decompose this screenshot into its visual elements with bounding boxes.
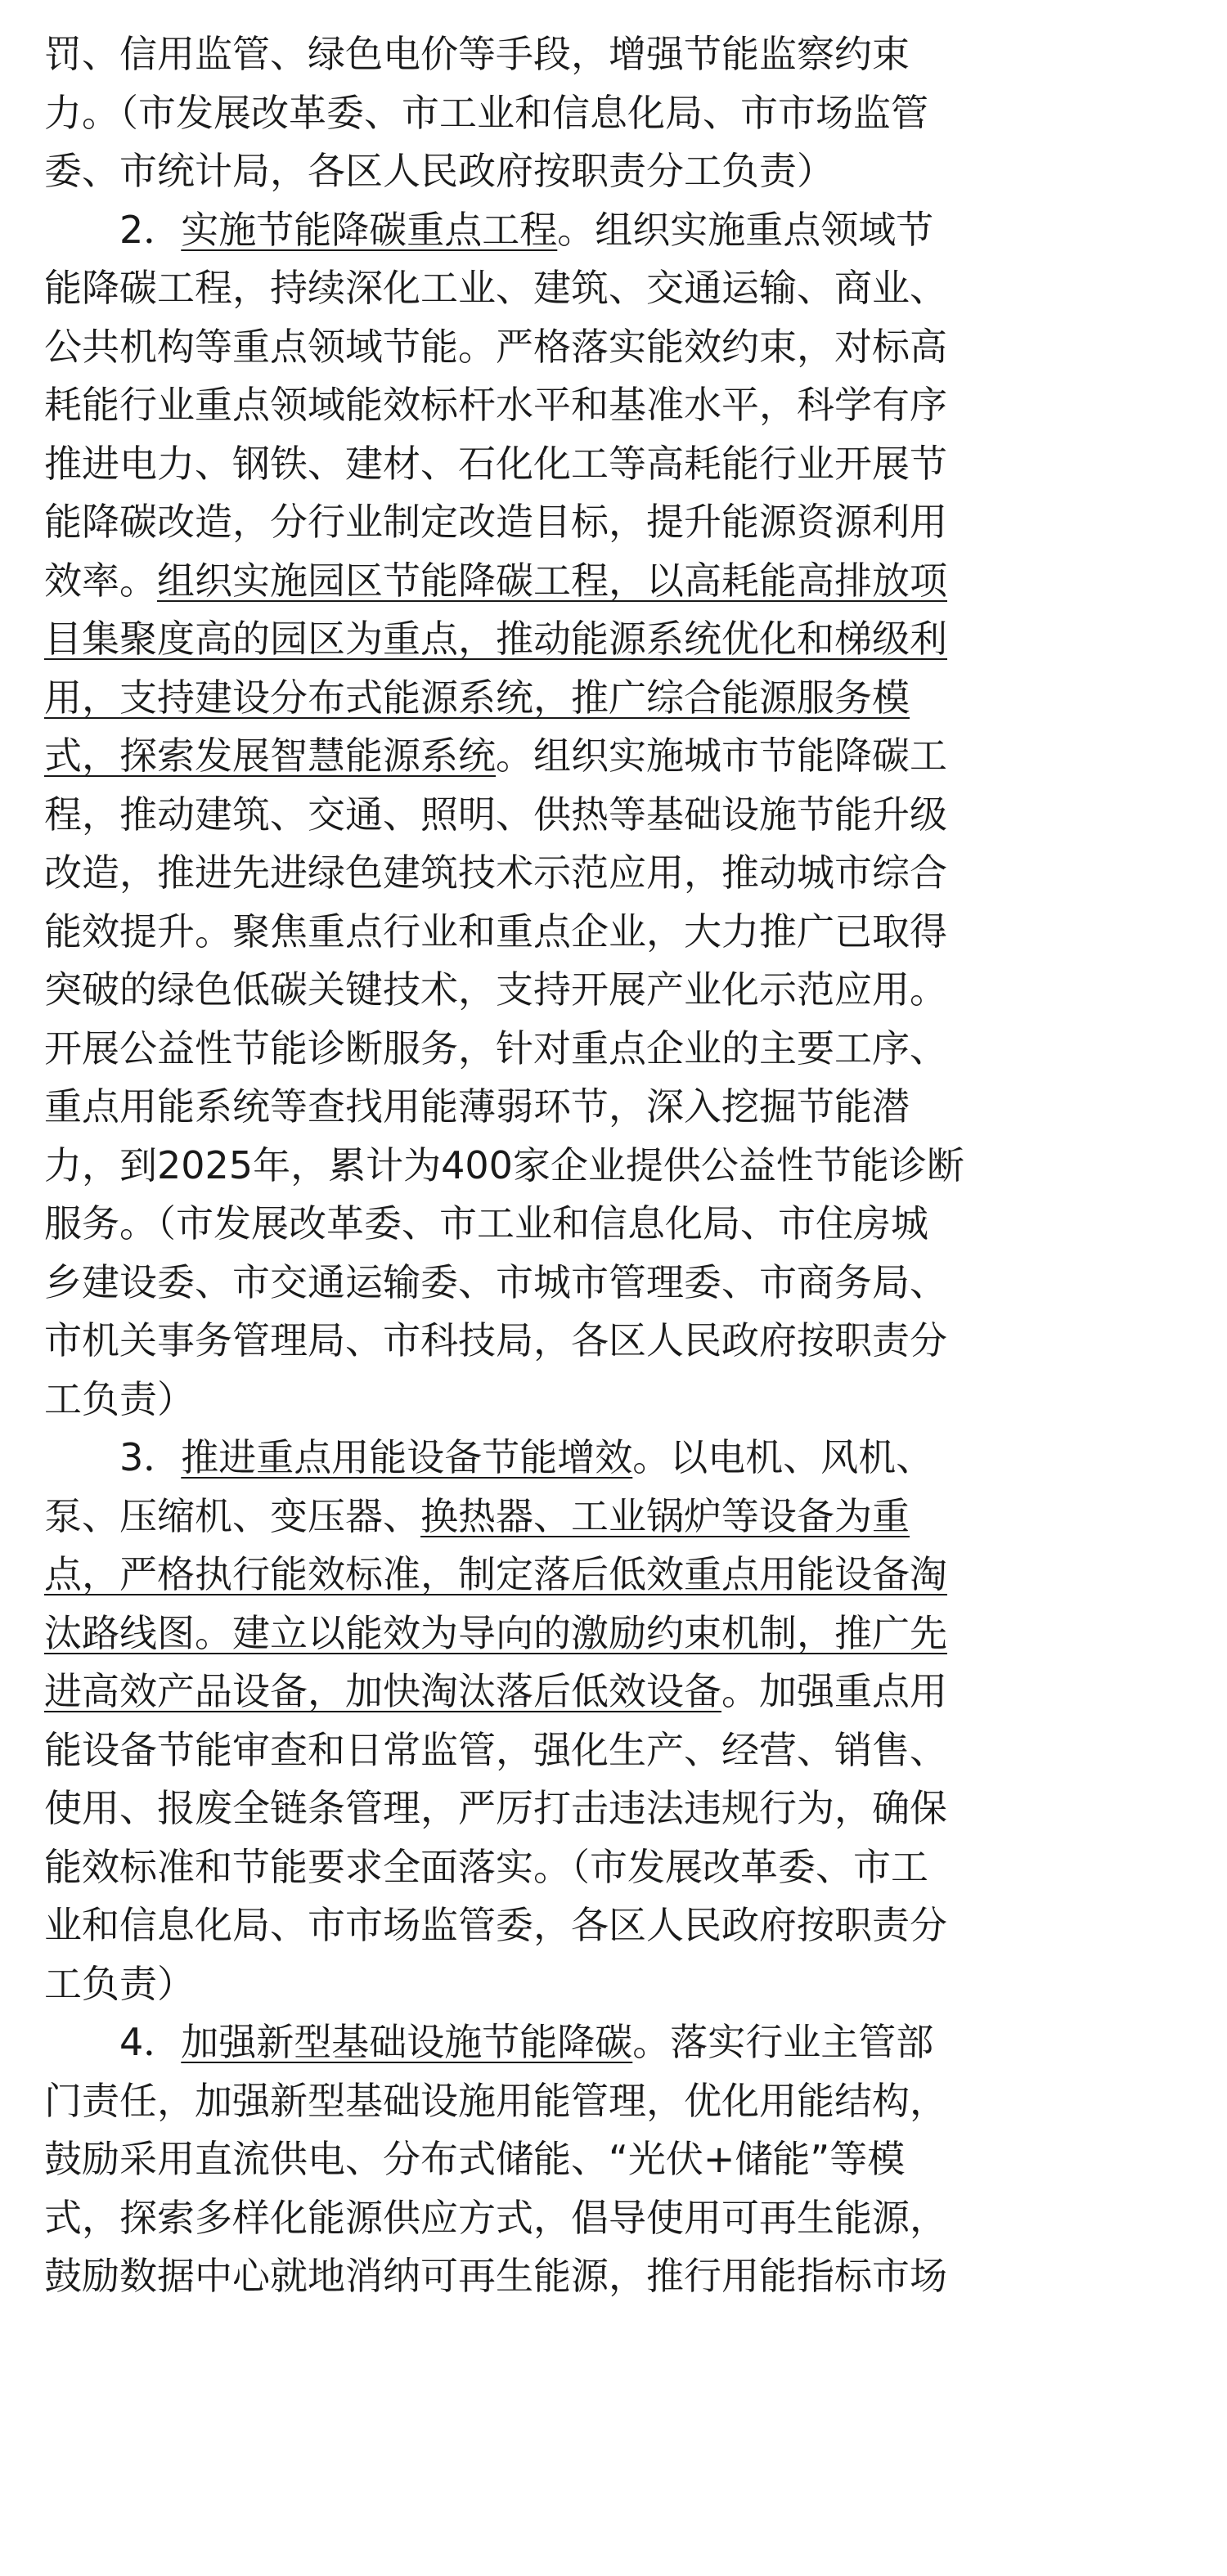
- text-line: [44, 2188, 947, 2247]
- text-segment: 使用、报废全链条管理，严厉打击违法违规行为，确保: [44, 1786, 947, 1830]
- text-line: [44, 785, 947, 844]
- text-segment: 力，到2025年，累计为400家企业提供公益性节能诊断: [44, 1142, 964, 1187]
- text-line: [44, 1954, 195, 2013]
- text-segment: 市机关事务管理局、市科技局，各区人民政府按职责分: [44, 1318, 947, 1362]
- text-line: [44, 551, 947, 610]
- text-line: [44, 609, 947, 668]
- text-line: [44, 902, 947, 961]
- text-segment: 。加强重点用: [721, 1669, 947, 1713]
- text-segment: 2．: [119, 207, 182, 252]
- text-line: [119, 1428, 933, 1487]
- text-segment: 耗能行业重点领域能效标杆水平和基准水平，科学有序: [44, 383, 947, 427]
- text-segment: 业和信息化局、市市场监管委，各区人民政府按职责分: [44, 1903, 947, 1947]
- underlined-text: 用，支持建设分布式能源系统，推广综合能源服务模: [44, 675, 910, 720]
- text-segment: 重点用能系统等查找用能薄弱环节，深入挖掘节能潜: [44, 1084, 910, 1129]
- text-segment: 。以电机、风机、: [632, 1435, 934, 1479]
- underlined-text: 实施节能降碳重点工程: [181, 207, 558, 252]
- text-segment: 突破的绿色低碳关键技术，支持开展产业化示范应用。: [44, 967, 947, 1012]
- text-line: [44, 1253, 947, 1312]
- text-line: [44, 726, 947, 785]
- text-line: [44, 258, 947, 317]
- text-line: [44, 1896, 947, 1954]
- text-segment: 能设备节能审查和日常监管，强化生产、经营、销售、: [44, 1727, 947, 1772]
- text-segment: 式，探索多样化能源供应方式，倡导使用可再生能源，: [44, 2195, 947, 2240]
- text-segment: 能降碳工程，持续深化工业、建筑、交通运输、商业、: [44, 266, 947, 310]
- text-segment: 鼓励数据中心就地消纳可再生能源，推行用能指标市场: [44, 2254, 947, 2298]
- text-line: [44, 317, 947, 376]
- underlined-text: 组织实施园区节能降碳工程，以高耗能高排放项: [157, 558, 947, 603]
- text-line: [44, 1838, 928, 1896]
- text-line: [44, 668, 910, 727]
- text-line: [44, 1370, 195, 1429]
- text-segment: 开展公益性节能诊断服务，针对重点企业的主要工序、: [44, 1025, 947, 1070]
- text-line: [44, 1779, 947, 1838]
- text-segment: 乡建设委、市交通运输委、市城市管理委、市商务局、: [44, 1259, 947, 1304]
- text-segment: 效率。: [44, 558, 157, 603]
- text-segment: 委、市统计局，各区人民政府按职责分工负责）: [44, 149, 834, 193]
- text-segment: 力。（市发展改革委、市工业和信息化局、市市场监管: [44, 90, 928, 135]
- underlined-text: 点，严格执行能效标准，制定落后低效重点用能设备淘: [44, 1552, 947, 1596]
- underlined-text: 换热器、工业锅炉等设备为重: [420, 1493, 910, 1538]
- text-line: [44, 1721, 947, 1779]
- text-line: [44, 843, 947, 902]
- text-line: [44, 1136, 964, 1195]
- text-line: [44, 141, 834, 200]
- text-line: [44, 1311, 947, 1370]
- underlined-text: 推进重点用能设备节能增效: [181, 1435, 633, 1479]
- text-line: [44, 1487, 910, 1546]
- text-line: [119, 200, 933, 259]
- text-segment: 服务。（市发展改革委、市工业和信息化局、市住房城: [44, 1201, 928, 1245]
- text-line: [44, 1019, 947, 1078]
- text-segment: 鼓励采用直流供电、分布式储能、“光伏+储能”等模: [44, 2137, 906, 2181]
- text-line: [44, 1662, 947, 1721]
- text-line: [44, 1604, 947, 1663]
- text-segment: 3．: [119, 1435, 182, 1479]
- text-segment: 能效标准和节能要求全面落实。（市发展改革委、市工: [44, 1844, 928, 1889]
- text-line: [44, 375, 947, 434]
- text-segment: 门责任，加强新型基础设施用能管理，优化用能结构，: [44, 2078, 947, 2123]
- text-line: [44, 83, 928, 142]
- text-segment: 。落实行业主管部: [632, 2020, 934, 2064]
- text-segment: 能效提升。聚焦重点行业和重点企业，大力推广已取得: [44, 909, 947, 954]
- text-segment: 4．: [119, 2020, 182, 2064]
- text-segment: 公共机构等重点领域节能。严格落实能效约束，对标高: [44, 324, 947, 369]
- text-segment: 罚、信用监管、绿色电价等手段，增强节能监察约束: [44, 32, 910, 76]
- text-line: [44, 1194, 928, 1253]
- text-segment: 推进电力、钢铁、建材、石化化工等高耗能行业开展节: [44, 441, 947, 486]
- underlined-text: 进高效产品设备，加快淘汰落后低效设备: [44, 1669, 721, 1713]
- text-line: [44, 1545, 947, 1604]
- text-segment: 程，推动建筑、交通、照明、供热等基础设施节能升级: [44, 792, 947, 837]
- underlined-text: 加强新型基础设施节能降碳: [181, 2020, 633, 2064]
- text-line: [44, 2129, 905, 2188]
- underlined-text: 汰路线图。建立以能效为导向的激励约束机制，推广先: [44, 1610, 947, 1655]
- underlined-text: 式，探索发展智慧能源系统: [44, 734, 496, 778]
- text-segment: 改造，推进先进绿色建筑技术示范应用，推动城市综合: [44, 850, 947, 895]
- text-segment: 。组织实施城市节能降碳工: [496, 734, 947, 778]
- text-segment: 。组织实施重点领域节: [557, 207, 934, 252]
- text-segment: 工负责）: [44, 1376, 195, 1421]
- text-segment: 泵、压缩机、变压器、: [44, 1493, 420, 1538]
- text-line: [44, 434, 947, 493]
- text-line: [44, 960, 947, 1019]
- text-line: [119, 2013, 933, 2071]
- text-line: [44, 1077, 910, 1136]
- text-line: [44, 2071, 947, 2130]
- underlined-text: 目集聚度高的园区为重点，推动能源系统优化和梯级利: [44, 617, 947, 661]
- text-line: [44, 492, 947, 551]
- text-segment: 工负责）: [44, 1961, 195, 2006]
- text-line: [44, 25, 910, 83]
- text-line: [44, 2246, 947, 2305]
- text-segment: 能降碳改造，分行业制定改造目标，提升能源资源利用: [44, 500, 947, 544]
